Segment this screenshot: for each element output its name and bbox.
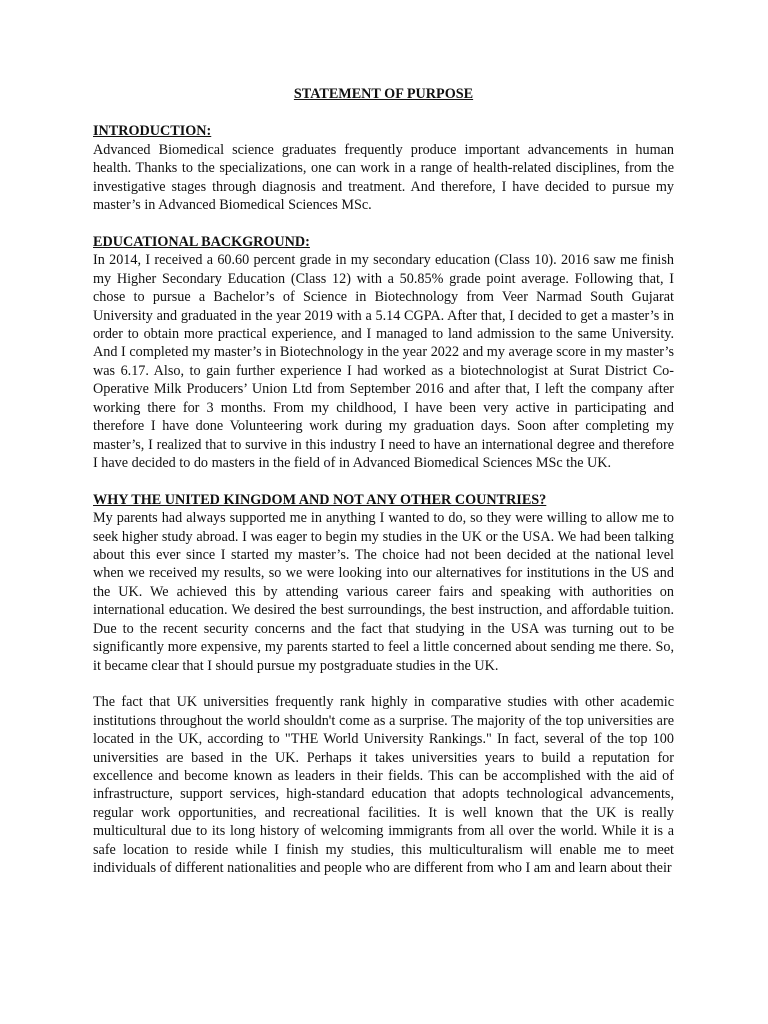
section-educational-background <box>93 233 674 473</box>
paragraph-why-uk-1: My parents had always supported me in anything I wanted to do, so they were willing to allow me to seek higher study abroad. I was eager to begin my studies in the UK or the USA. We had been talking about this ever since I started my master’s. The choice had not been decided at the national level when we received my results, so we were looking into our alternatives for institutions in the US and the UK. We achieved this by attending various career fairs and speaking with authorities on international education. We desired the best surroundings, the best instruction, and affordable tuition. Due to the recent security concerns and the fact that studying in the USA was turning out to be significantly more expensive, my parents started to feel a little concerned about sending me there. So, it became clear that I should pursue my postgraduate studies in the UK. <box>93 510 674 674</box>
document-title: STATEMENT OF PURPOSE <box>293 86 474 102</box>
paragraph-introduction: Advanced Biomedical science graduates frequently produce important advancements in human health. Thanks to the specializations, one can work in a range of health-related disciplines, from the investigative stages through diagnosis and treatment. And therefore, I have decided to pursue my master’s in Advanced Biomedical Sciences MSc. <box>93 141 674 214</box>
section-heading-educational-background: EDUCATIONAL BACKGROUND: <box>93 233 310 250</box>
paragraph-spacer <box>93 215 674 233</box>
paragraph-spacer <box>93 473 674 491</box>
paragraph-educational-background: In 2014, I received a 60.60 percent grade in my secondary education (Class 10). 2016 saw me finish my Higher Secondary Education (Class 12) with a 50.85% grade point average. Following that, I chose to pursue a Bachelor’s of Science in Biotechnology from Veer Narmad South Gujarat University and graduated in the year 2019 with a 5.14 CGPA. After that, I decided to get a master’s in order to obtain more practical experience, and I managed to land admission to the same University. And I completed my master’s in Biotechnology in the year 2022 and my average score in my master’s was 6.17. Also, to gain further experience I had worked as a biotechnologist at Surat District Co-Operative Milk Producers’ Union Ltd from September 2016 and after that, I left the company after working there for 3 months. From my childhood, I have been very active in participating and therefore I have done Volunteering work during my graduation days. Soon after completing my master’s, I realized that to survive in this industry I need to have an international degree and therefore I have decided to do masters in the field of in Advanced Biomedical Sciences MSc the UK. <box>93 252 674 472</box>
paragraph-spacer <box>93 675 674 693</box>
section-heading-introduction: INTRODUCTION: <box>93 123 212 140</box>
section-why-uk <box>93 491 674 878</box>
section-introduction <box>93 122 674 214</box>
paragraph-why-uk-2: The fact that UK universities frequently rank highly in comparative studies with other academic institutions throughout the world shouldn't come as a surprise. The majority of the top universities are located in the UK, according to "THE World University Rankings." In fact, several of the top 100 universities are based in the UK. Perhaps it takes universities years to build a reputation for excellence and become known as leaders in their fields. This can be accomplished with the aid of infrastructure, support services, high-standard education that adopts technological advancements, regular work opportunities, and recreational facilities. It is well known that the UK is really multicultural due to its long history of welcoming immigrants from all over the world. While it is a safe location to reside while I finish my studies, this multiculturalism will enable me to meet individuals of different nationalities and people who are different from who I am and learn about their <box>93 694 674 877</box>
section-heading-why-uk: WHY THE UNITED KINGDOM AND NOT ANY OTHER COUNTRIES? <box>93 491 547 508</box>
